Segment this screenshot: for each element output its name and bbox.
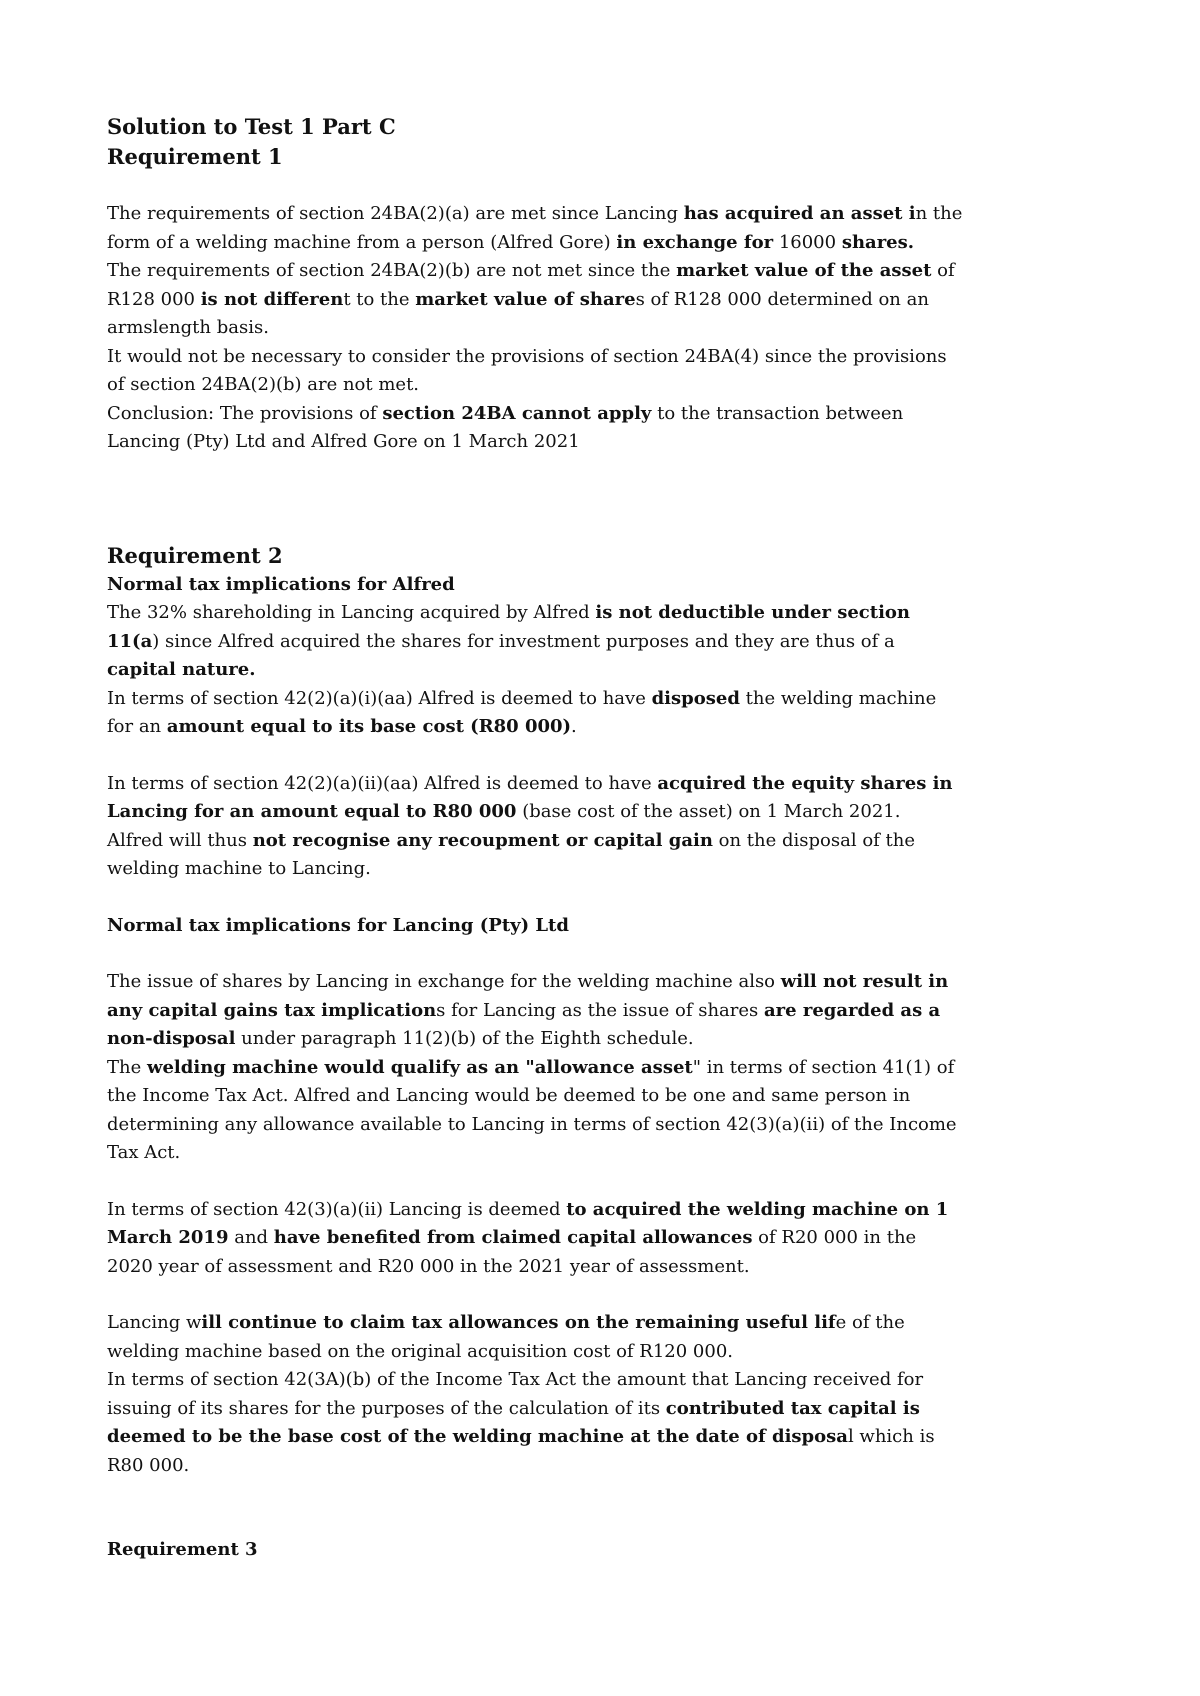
document-page [107,112,967,1565]
document-title: Solution to Test 1 Part C [107,114,396,139]
lancing-paragraph-1: The issue of shares by Lancing in exchange for the welding machine also will not result in any capital gains tax implications for Lancing as the issue of shares are regarded as a non-disposal under paragraph 11(2)(b) of the Eighth schedule. [107,971,949,1049]
lancing-paragraph-4: Lancing will continue to claim tax allowances on the remaining useful life of the welding machine based on the original acquisition cost of R120 000. [107,1312,905,1362]
req1-conclusion: Conclusion: The provisions of section 24BA cannot apply to the transaction between Lancing (Pty) Ltd and Alfred Gore on 1 March 2021 [107,402,904,452]
requirement-3-heading: Requirement 3 [107,1539,258,1560]
req1-paragraph-3: It would not be necessary to consider the provisions of section 24BA(4) since the provisions of section 24BA(2)(b) are not met. [107,345,947,395]
alfred-tax-heading: Normal tax implications for Alfred [107,573,455,595]
alfred-paragraph-4: Alfred will thus not recognise any recoupment or capital gain on the disposal of the welding machine to Lancing. [107,829,916,879]
lancing-paragraph-2: The welding machine would qualify as an "allowance asset" in terms of section 41(1) of the Income Tax Act. Alfred and Lancing would be deemed to be one and same person in determining any allowance available to Lancing in terms of section 42(3)(a)(ii) of the Income Tax Act. [107,1056,957,1163]
lancing-paragraph-5: In terms of section 42(3A)(b) of the Income Tax Act the amount that Lancing received for issuing of its shares for the purposes of the calculation of its contributed tax capital is deemed to be the base cost of the welding machine at the date of disposal which is R80 000. [107,1369,935,1476]
lancing-tax-heading: Normal tax implications for Lancing (Pty) Ltd [107,914,569,936]
lancing-paragraph-3: In terms of section 42(3)(a)(ii) Lancing is deemed to acquired the welding machine on 1 March 2019 and have benefited from claimed capital allowances of R20 000 in the 2020 year of assessment and R20 000 in the 2021 year of assessment. [107,1198,949,1277]
requirement-1-heading: Requirement 1 [107,144,283,169]
requirement-2-heading: Requirement 2 [107,542,283,568]
req1-paragraph-1: The requirements of section 24BA(2)(a) are met since Lancing has acquired an asset in the form of a welding machine from a person (Alfred Gore) in exchange for 16000 shares. [107,203,963,253]
req1-paragraph-2: The requirements of section 24BA(2)(b) are not met since the market value of the asset of R128 000 is not different to the market value of shares of R128 000 determined on an armslength basis. [107,260,955,338]
alfred-paragraph-3: In terms of section 42(2)(a)(ii)(aa) Alfred is deemed to have acquired the equity shares in Lancing for an amount equal to R80 000 (base cost of the asset) on 1 March 2021. [107,772,953,822]
alfred-paragraph-1: The 32% shareholding in Lancing acquired by Alfred is not deductible under section 11(a) since Alfred acquired the shares for investment purposes and they are thus of a capital nature. [107,602,911,680]
alfred-paragraph-2: In terms of section 42(2)(a)(i)(aa) Alfred is deemed to have disposed the welding machine for an amount equal to its base cost (R80 000). [107,687,937,737]
